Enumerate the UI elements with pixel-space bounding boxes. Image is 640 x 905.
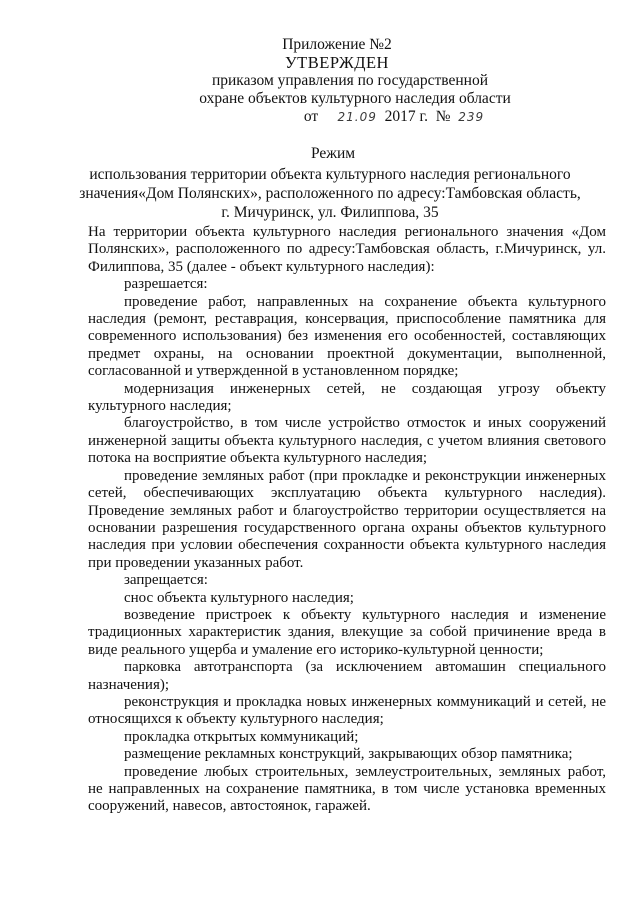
handwritten-date: 21.09 bbox=[337, 110, 377, 124]
allowed-item-4: проведение земляных работ (при прокладке и реконструкции инженерных сетей, обеспечивающих эксплуатацию объекта культурного наследия). Проведение земляных работ и благоустройство территории осуществляется на основании разрешения государственного органа охраны объектов культурного наследия при условии обеспечения сохранности объекта культурного наследия при проведении указанных работ. bbox=[88, 467, 606, 571]
forbidden-item-1: снос объекта культурного наследия; bbox=[124, 589, 354, 606]
allowed-item-1: проведение работ, направленных на сохранение объекта культурного наследия (ремонт, реставрация, консервация, приспособление памятника для современного использования) без изменения его особенностей, составляющих предмет охраны, на основании проектной документации, выполненной, согласованной и утвержденной в установленном порядке; bbox=[88, 293, 606, 380]
forbidden-label: запрещается: bbox=[124, 572, 208, 589]
forbidden-item-5: прокладка открытых коммуникаций; bbox=[124, 728, 359, 745]
document-title bbox=[40, 144, 620, 222]
date-year: 2017 г. bbox=[384, 108, 428, 125]
document-body bbox=[88, 224, 606, 816]
order-line-1: приказом управления по государственной bbox=[211, 72, 489, 89]
forbidden-item-4: реконструкция и прокладка новых инженерных коммуникаций и сетей, не относящихся к объекту культурного наследия; bbox=[88, 693, 606, 728]
forbidden-item-6: размещение рекламных конструкций, закрывающих обзор памятника; bbox=[124, 746, 573, 763]
approval-stamp bbox=[0, 36, 640, 126]
forbidden-item-2: возведение пристроек к объекту культурного наследия и изменение традиционных характеристик здания, влекущие за собой причинение вреда в виде реального ущерба и умаление его историко-культурной ценности; bbox=[88, 606, 606, 658]
forbidden-item-3: парковка автотранспорта (за исключением автомашин специального назначения); bbox=[88, 659, 606, 693]
order-date-line bbox=[0, 108, 640, 126]
title-line-2: значения«Дом Полянских», расположенного по адресу:Тамбовская область, bbox=[79, 185, 581, 202]
number-prefix: № bbox=[435, 108, 451, 125]
allowed-label: разрешается: bbox=[124, 276, 208, 293]
allowed-item-2: модернизация инженерных сетей, не создающая угрозу объекту культурного наследия; bbox=[88, 380, 606, 415]
intro-paragraph: На территории объекта культурного наследия регионального значения «Дом Полянских», расположенного по адресу:Тамбовская область, г.Мичуринск, ул. Филиппова, 35 (далее - объект культурного наследия): bbox=[88, 224, 606, 275]
approved-label: УТВЕРЖДЕН bbox=[285, 53, 389, 72]
title-line-3: г. Мичуринск, ул. Филиппова, 35 bbox=[221, 204, 439, 221]
date-prefix: от bbox=[303, 108, 319, 125]
title-line-1: использования территории объекта культурного наследия регионального bbox=[89, 166, 571, 183]
title-heading: Режим bbox=[310, 145, 356, 162]
appendix-label: Приложение №2 bbox=[282, 36, 392, 53]
handwritten-number: 239 bbox=[458, 110, 485, 124]
allowed-item-3: благоустройство, в том числе устройство отмосток и иных сооружений инженерной защиты объекта культурного наследия, с учетом влияния светового потока на восприятие объекта культурного наследия; bbox=[88, 415, 606, 467]
forbidden-item-7: проведение любых строительных, землеустроительных, земляных работ, не направленных на сохранение памятника, в том числе установка временных сооружений, навесов, автостоянок, гаражей. bbox=[88, 763, 606, 815]
order-line-2: охране объектов культурного наследия области bbox=[199, 90, 511, 107]
